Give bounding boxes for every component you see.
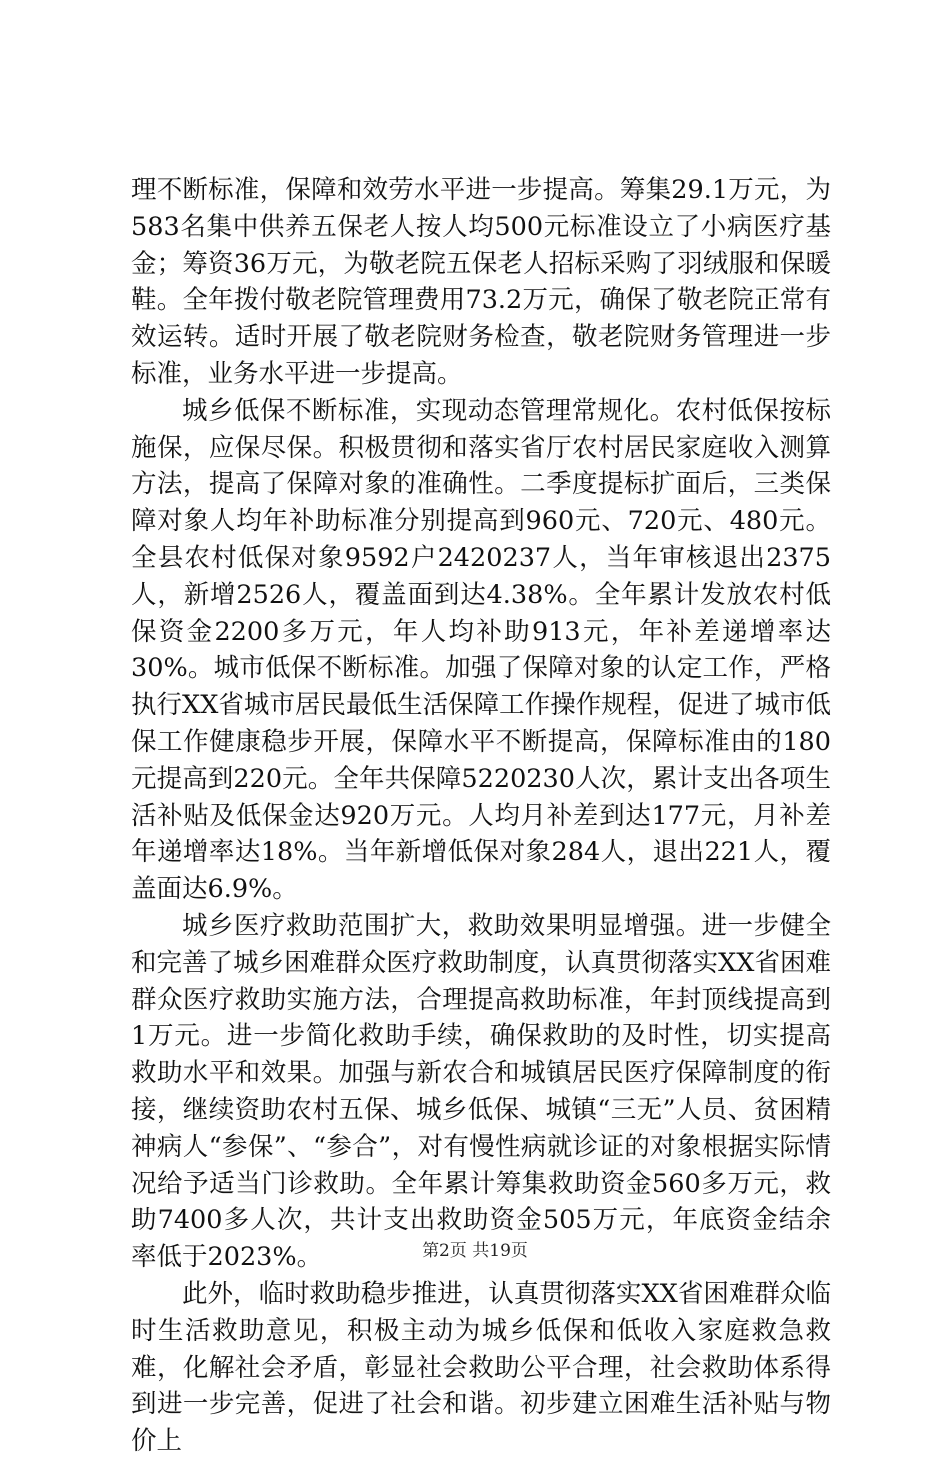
- paragraph-1: 理不断标准，保障和效劳水平进一步提高。筹集29.1万元，为583名集中供养五保老人按人均500元标准设立了小病医疗基金；筹资36万元，为敬老院五保老人招标采购了羽绒服和保暖鞋。全年拨付敬老院管理费用73.2万元，确保了敬老院正常有效运转。适时开展了敬老院财务检查，敬老院财务管理进一步标准，业务水平进一步提高。: [131, 175, 831, 389]
- page-footer: 第2页 共19页: [422, 1241, 528, 1261]
- document-body: [131, 172, 831, 1460]
- paragraph-3: 城乡医疗救助范围扩大，救助效果明显增强。进一步健全和完善了城乡困难群众医疗救助制度，认真贯彻落实XX省困难群众医疗救助实施方法，合理提高救助标准，年封顶线提高到1万元。进一步简化救助手续，确保救助的及时性，切实提高救助水平和效果。加强与新农合和城镇居民医疗保障制度的衔接，继续资助农村五保、城乡低保、城镇“三无”人员、贫困精神病人“参保”、“参合”，对有慢性病就诊证的对象根据实际情况给予适当门诊救助。全年累计筹集救助资金560多万元，救助7400多人次，共计支出救助资金505万元，年底资金结余率低于2023%。: [131, 910, 831, 1273]
- paragraph-2: 城乡低保不断标准，实现动态管理常规化。农村低保按标施保，应保尽保。积极贯彻和落实省厅农村居民家庭收入测算方法，提高了保障对象的准确性。二季度提标扩面后，三类保障对象人均年补助标准分别提高到960元、720元、480元。全县农村低保对象9592户2420237人，当年审核退出2375人，新增2526人，覆盖面到达4.38%。全年累计发放农村低保资金2200多万元，年人均补助913元，年补差递增率达30%。城市低保不断标准。加强了保障对象的认定工作，严格执行XX省城市居民最低生活保障工作操作规程，促进了城市低保工作健康稳步开展，保障水平不断提高，保障标准由的180元提高到220元。全年共保障5220230人次，累计支出各项生活补贴及低保金达920万元。人均月补差到达177元，月补差年递增率达18%。当年新增低保对象284人，退出221人，覆盖面达6.9%。: [131, 395, 831, 905]
- paragraph-4: 此外，临时救助稳步推进，认真贯彻落实XX省困难群众临时生活救助意见，积极主动为城乡低保和低收入家庭救急救难，化解社会矛盾，彰显社会救助公平合理，社会救助体系得到进一步完善，促进了社会和谐。初步建立困难生活补贴与物价上: [131, 1278, 831, 1457]
